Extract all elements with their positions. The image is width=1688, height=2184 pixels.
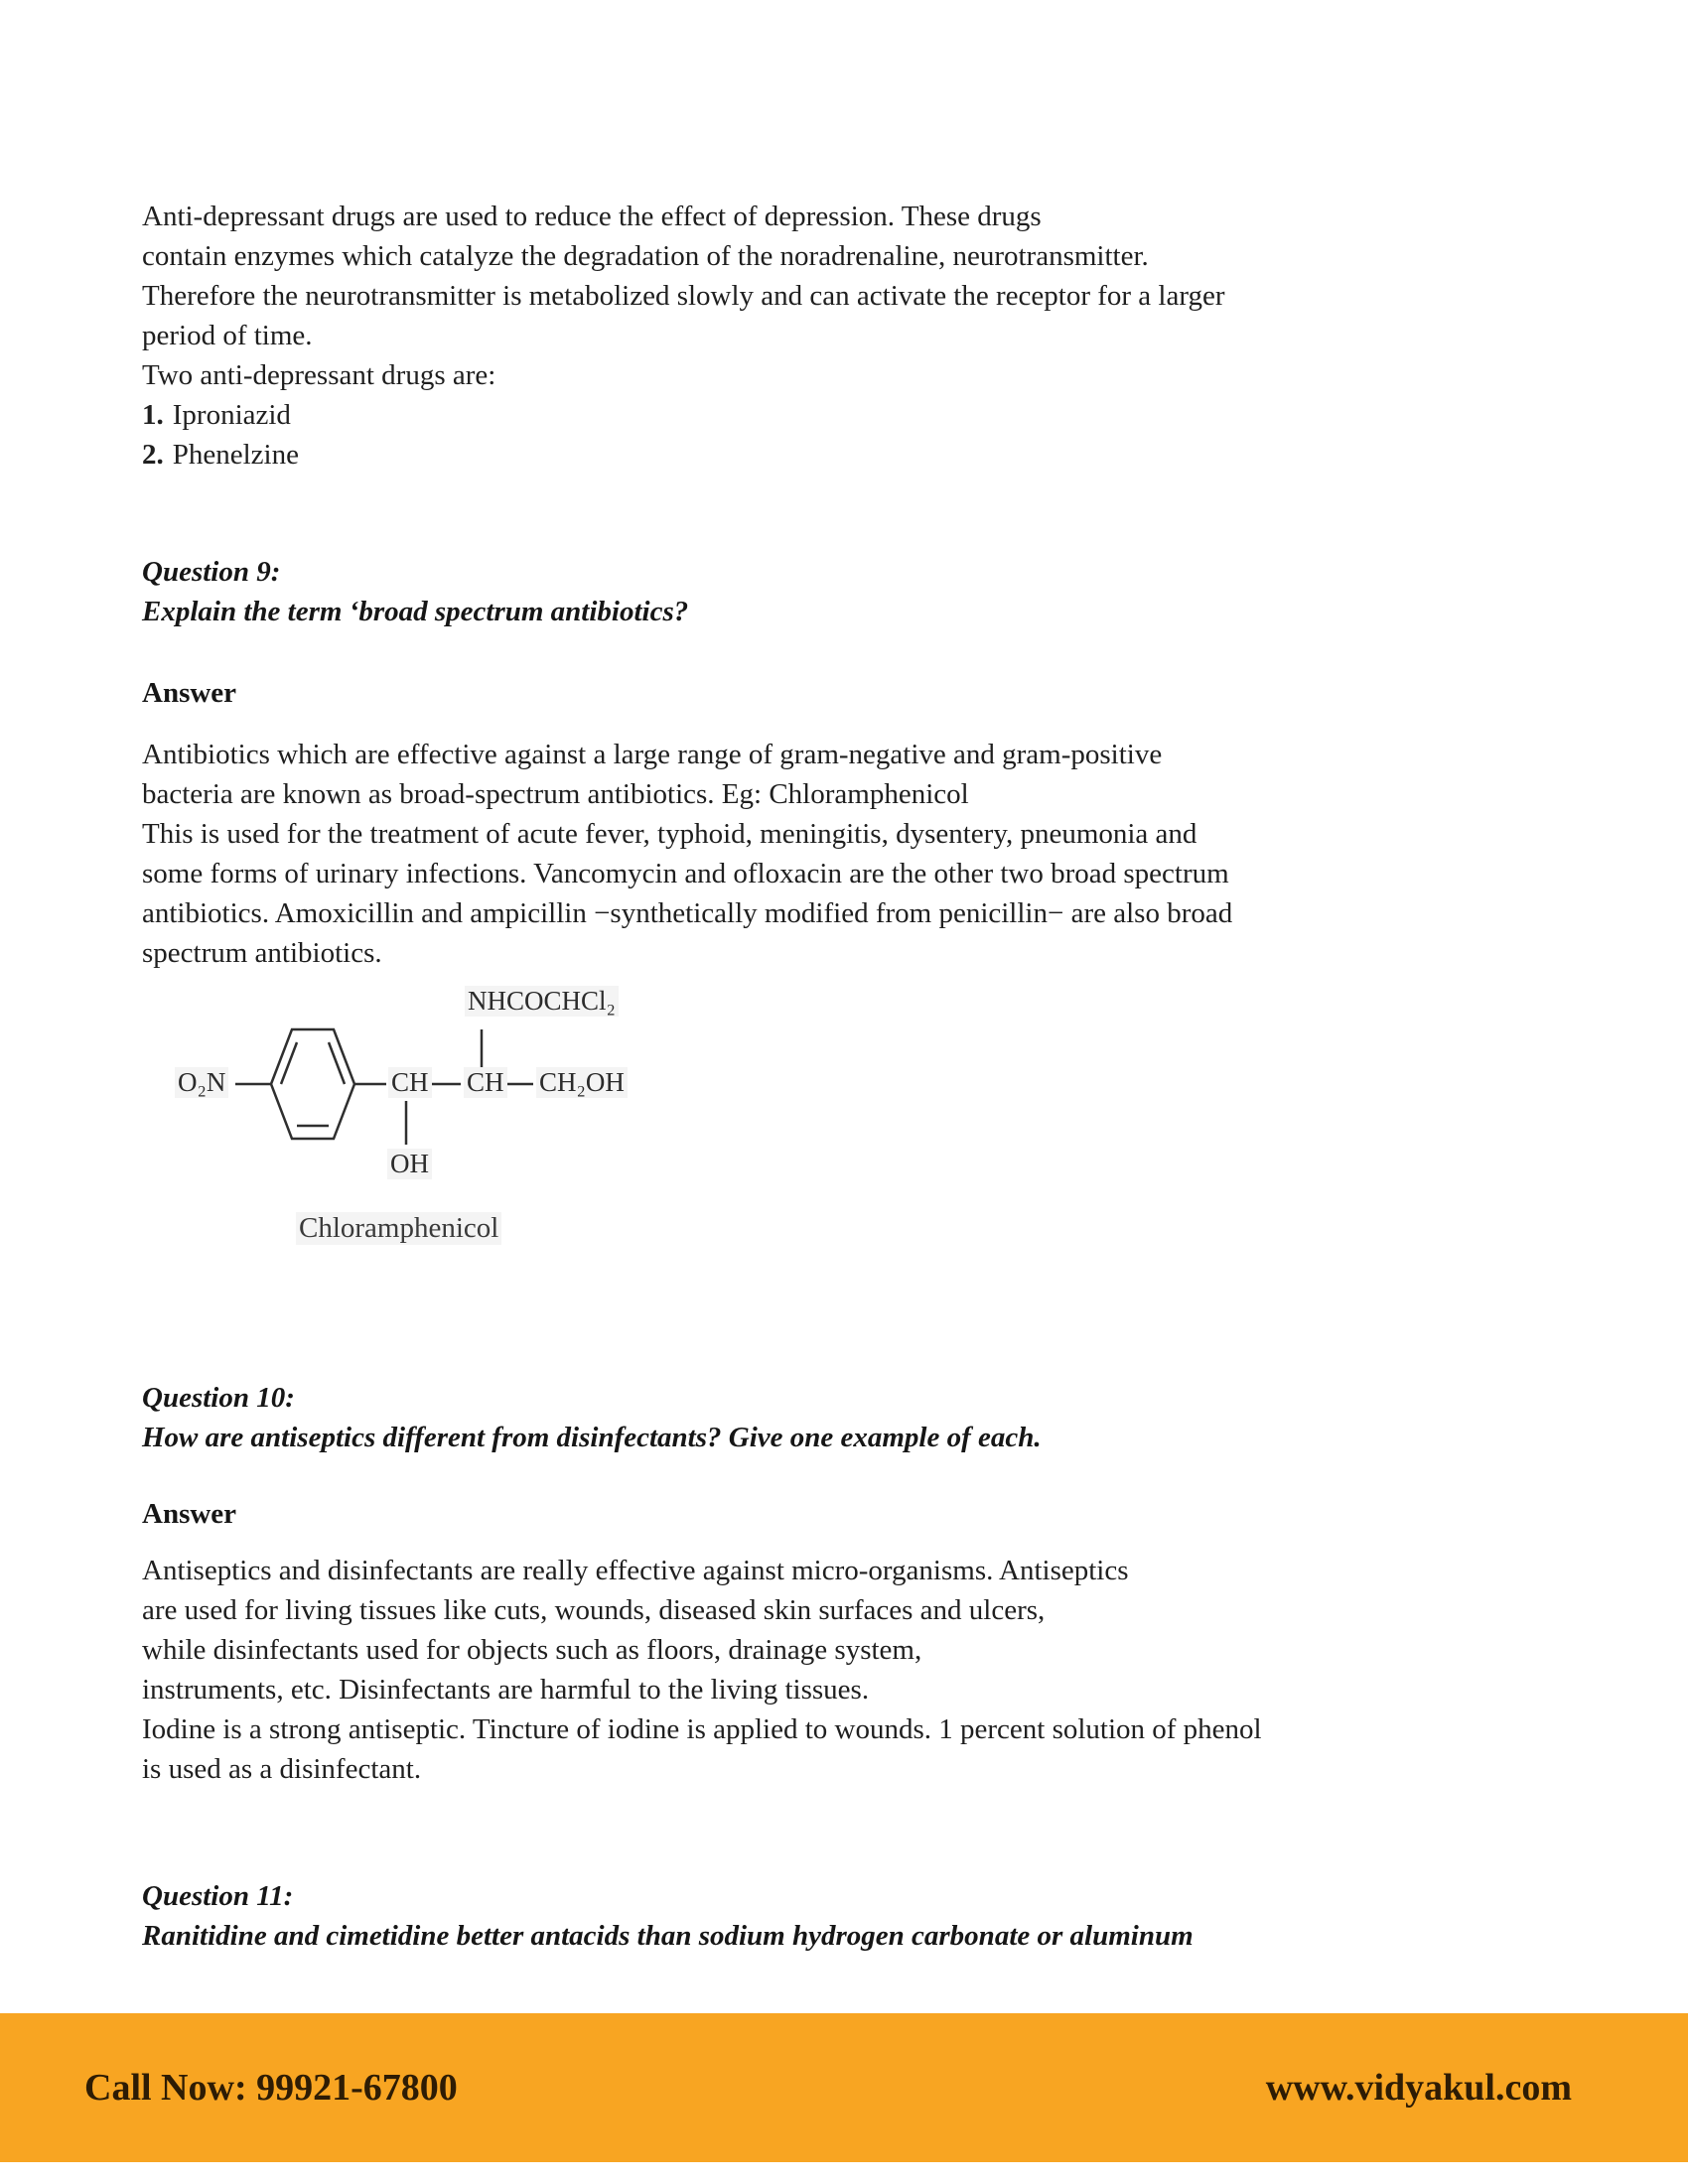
question-10 xyxy=(142,1378,1042,1457)
answer-9-paragraph xyxy=(142,735,1232,973)
intro-line: Therefore the neurotransmitter is metabolized slowly and can activate the receptor for a larger xyxy=(142,280,1225,312)
question-11-title: Question 11: xyxy=(142,1880,294,1912)
question-9-title: Question 9: xyxy=(142,556,281,588)
intro-line: Anti-depressant drugs are used to reduce the effect of depression. These drugs xyxy=(142,201,1042,232)
answer-10-label: Answer xyxy=(142,1498,237,1530)
ch-group-label: CH xyxy=(388,1067,432,1098)
answer-line: are used for living tissues like cuts, wounds, diseased skin surfaces and ulcers, xyxy=(142,1594,1046,1626)
question-9-text: Explain the term ‘broad spectrum antibiotics? xyxy=(142,596,689,627)
drug-list-item xyxy=(142,435,1225,475)
answer-line: This is used for the treatment of acute fever, typhoid, meningitis, dysentery, pneumonia and xyxy=(142,818,1197,850)
footer-phone: Call Now: 99921-67800 xyxy=(84,2067,458,2109)
drug-name: Iproniazid xyxy=(172,399,291,431)
answer-line: is used as a disinfectant. xyxy=(142,1753,422,1785)
answer-line: Iodine is a strong antiseptic. Tincture of iodine is applied to wounds. 1 percent solution of phenol xyxy=(142,1713,1262,1745)
answer-line: Antibiotics which are effective against a large range of gram-negative and gram-positive xyxy=(142,739,1163,770)
drug-name: Phenelzine xyxy=(172,439,299,471)
answer-line: while disinfectants used for objects such as floors, drainage system, xyxy=(142,1634,922,1666)
structure-caption: Chloramphenicol xyxy=(296,1212,501,1245)
intro-line: period of time. xyxy=(142,320,313,351)
ch-group-label: CH xyxy=(464,1067,507,1098)
answer-9-label: Answer xyxy=(142,677,237,709)
footer-website: www.vidyakul.com xyxy=(1265,2067,1572,2109)
drug-list-item xyxy=(142,395,1225,435)
question-10-title: Question 10: xyxy=(142,1382,295,1414)
amide-group-label: NHCOCHCl₂ xyxy=(465,986,619,1017)
question-9 xyxy=(142,552,688,631)
intro-line: Two anti-depressant drugs are: xyxy=(142,359,496,391)
oh-group-label: OH xyxy=(387,1149,432,1179)
question-11 xyxy=(142,1876,1194,1956)
answer-line: spectrum antibiotics. xyxy=(142,937,382,969)
question-11-text: Ranitidine and cimetidine better antacids than sodium hydrogen carbonate or aluminum xyxy=(142,1920,1194,1952)
footer-bar xyxy=(0,2013,1688,2162)
list-number: 2. xyxy=(142,439,164,471)
ch2oh-group-label: CH₂OH xyxy=(536,1067,628,1098)
benzene-ring xyxy=(271,1029,354,1139)
answer-line: instruments, etc. Disinfectants are harmful to the living tissues. xyxy=(142,1674,870,1706)
chloramphenicol-structure xyxy=(139,978,675,1271)
intro-line: contain enzymes which catalyze the degradation of the noradrenaline, neurotransmitter. xyxy=(142,240,1149,272)
answer-10-paragraph xyxy=(142,1551,1262,1789)
intro-paragraph xyxy=(142,197,1225,475)
answer-line: Antiseptics and disinfectants are really effective against micro-organisms. Antiseptics xyxy=(142,1555,1129,1586)
answer-line: bacteria are known as broad-spectrum antibiotics. Eg: Chloramphenicol xyxy=(142,778,969,810)
list-number: 1. xyxy=(142,399,164,431)
answer-line: antibiotics. Amoxicillin and ampicillin −synthetically modified from penicillin− are also broad xyxy=(142,897,1233,929)
nitro-group-label: O₂N xyxy=(175,1067,228,1098)
answer-line: some forms of urinary infections. Vancomycin and ofloxacin are the other two broad spectrum xyxy=(142,858,1229,889)
question-10-text: How are antiseptics different from disinfectants? Give one example of each. xyxy=(142,1422,1042,1453)
